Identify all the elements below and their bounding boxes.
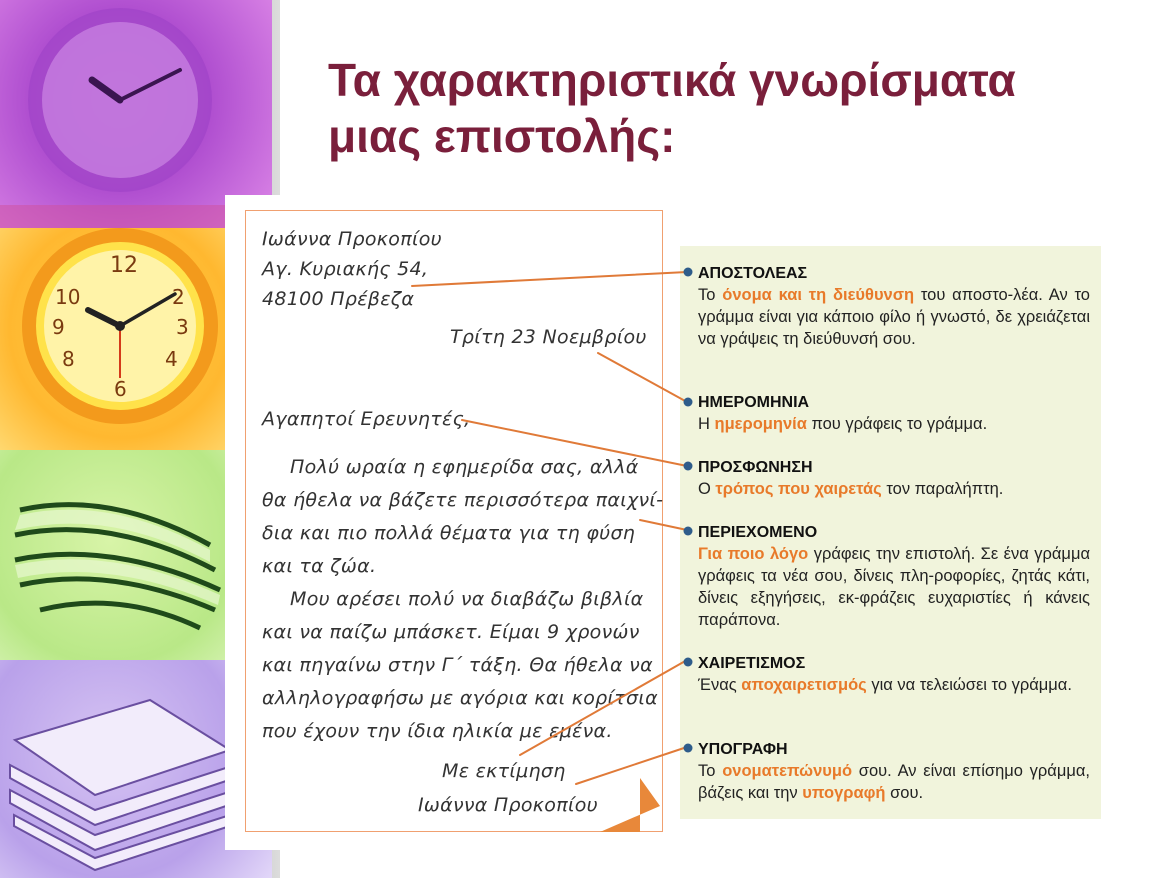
letter-closing: Με εκτίμηση <box>442 760 566 782</box>
section-title: ΧΑΙΡΕΤΙΣΜΟΣ <box>698 655 806 672</box>
svg-text:3: 3 <box>176 315 189 339</box>
bullet-dot <box>684 268 693 277</box>
letter-body-line: που έχουν την ίδια ηλικία με εμένα. <box>262 720 613 742</box>
svg-text:12: 12 <box>110 253 138 278</box>
bullet-dot <box>684 744 693 753</box>
bullet-dot <box>684 462 693 471</box>
section-text: Ένας αποχαιρετισμός για να τελειώσει το γράμμα. <box>698 676 1072 694</box>
sender-name: Ιωάννα Προκοπίου <box>262 228 442 250</box>
section-text: Το όνομα και τη διεύθυνση του αποστο-λέα. Αν το γράμμα είναι για κάποιο φίλο ή γνωστό, δε χρειάζεται να γράψεις τη διεύθυνσή σου. <box>698 286 1090 348</box>
section-text: Ο τρόπος που χαιρετάς τον παραλήπτη. <box>698 480 1004 498</box>
connector-closing <box>520 660 687 755</box>
connector-sender <box>412 272 687 286</box>
letter-body-line: αλληλογραφήσω με αγόρια και κορίτσια <box>262 687 658 709</box>
sender-city: 48100 Πρέβεζα <box>262 288 415 310</box>
section-title: ΗΜΕΡΟΜΗΝΙΑ <box>698 394 810 411</box>
section-text: Η ημερομηνία που γράφεις το γράμμα. <box>698 415 988 433</box>
connector-content <box>640 520 687 530</box>
section-title: ΠΕΡΙΕΧΟΜΕΝΟ <box>698 524 818 541</box>
letter-body-line: και να παίζω μπάσκετ. Είμαι 9 χρονών <box>262 621 640 643</box>
letter-date: Τρίτη 23 Νοεμβρίου <box>450 326 647 348</box>
letter-body-line: δια και πιο πολλά θέματα για τη φύση <box>262 522 636 544</box>
svg-text:6: 6 <box>114 377 127 401</box>
highlight: ονοματεπώνυμό <box>722 762 853 780</box>
letter-body-line: και τα ζώα. <box>262 555 377 577</box>
letter-greeting: Αγαπητοί Ερευνητές, <box>262 408 471 430</box>
svg-text:10: 10 <box>55 285 81 309</box>
bullet-dot <box>684 658 693 667</box>
section-text: Το ονοματεπώνυμό σου. Αν είναι επίσημο γράμμα, βάζεις και την υπογραφή σου. <box>698 762 1090 802</box>
section-title: ΑΠΟΣΤΟΛΕΑΣ <box>698 265 808 282</box>
connector-signature <box>576 747 687 784</box>
highlight: υπογραφή <box>802 784 886 802</box>
svg-text:9: 9 <box>52 315 65 339</box>
section-title: ΠΡΟΣΦΩΝΗΣΗ <box>698 459 813 476</box>
highlight: ημερομηνία <box>714 415 807 433</box>
letter-body-line: Πολύ ωραία η εφημερίδα σας, αλλά <box>290 456 639 478</box>
letter-body-line: και πηγαίνω στην Γ΄ τάξη. Θα ήθελα να <box>262 654 653 676</box>
letter-body-line: θα ήθελα να βάζετε περισσότερα παιχνί- <box>262 489 664 511</box>
title-line-1: Τα χαρακτηριστικά γνωρίσματα <box>328 54 1016 106</box>
letter-body-line: Μου αρέσει πολύ να διαβάζω βιβλία <box>290 588 644 610</box>
highlight: όνομα και τη διεύθυνση <box>722 286 915 304</box>
svg-text:8: 8 <box>62 347 75 371</box>
highlight: Για ποιο λόγο <box>698 545 809 563</box>
highlight: αποχαιρετισμός <box>741 676 867 694</box>
bullet-dot <box>684 527 693 536</box>
letter-signature: Ιωάννα Προκοπίου <box>418 794 598 816</box>
highlight: τρόπος που χαιρετάς <box>715 480 882 498</box>
svg-text:4: 4 <box>165 347 178 371</box>
bullet-dot <box>684 398 693 407</box>
connector-date <box>598 353 687 402</box>
title-line-2: μιας επιστολής: <box>328 110 676 162</box>
section-title: ΥΠΟΓΡΑΦΗ <box>698 741 788 758</box>
svg-text:2: 2 <box>172 285 185 309</box>
sender-street: Αγ. Κυριακής 54, <box>262 258 429 280</box>
section-text: Για ποιο λόγο γράφεις την επιστολή. Σε ένα γράμμα γράφεις τα νέα σου, δίνεις πλη-ροφορίες, ζητάς κάτι, δίνεις εξηγήσεις, εκ-φράζεις ευχαριστίες ή κάνεις παράπονα. <box>698 545 1090 629</box>
connector-salutation <box>462 420 687 466</box>
